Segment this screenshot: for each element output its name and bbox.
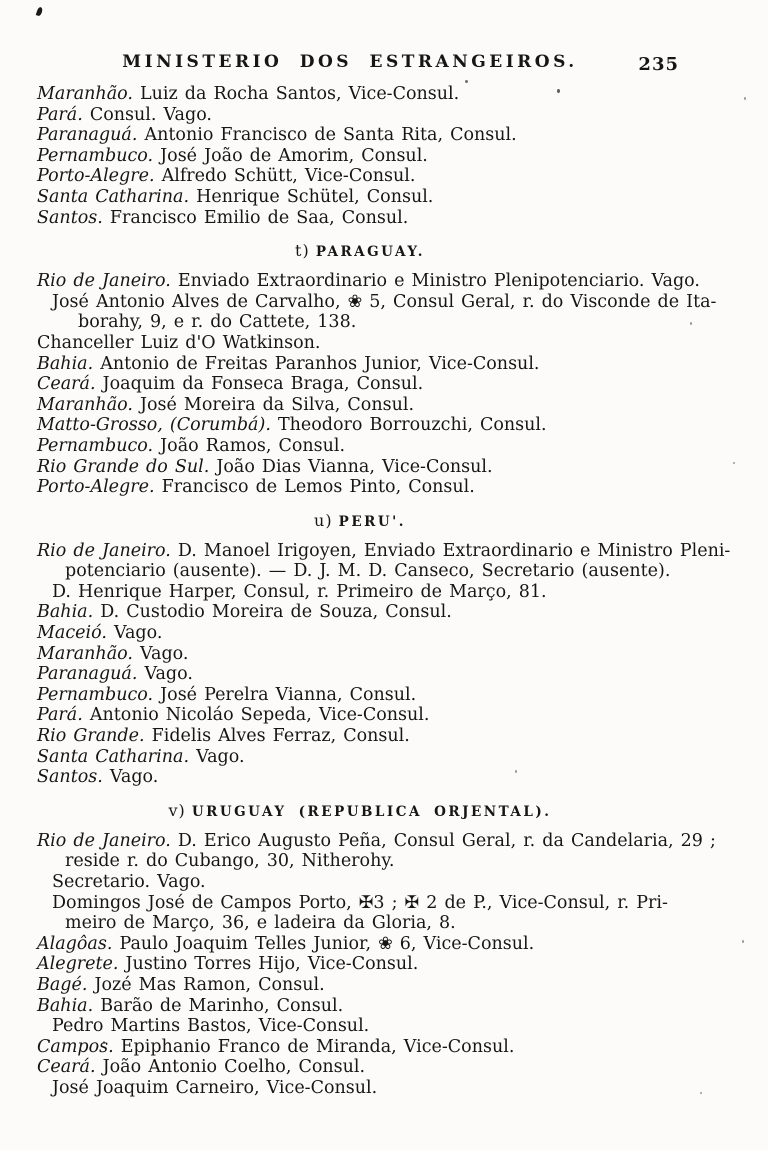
- entry-line: Pará. Antonio Nicoláo Sepeda, Vice-Consul.: [37, 705, 430, 726]
- entry-line: reside r. do Cubango, 30, Nitherohy.: [65, 851, 395, 872]
- place-name: Ceará.: [37, 374, 96, 395]
- entry-line: Santos. Vago.: [37, 767, 159, 788]
- page-content: [37, 50, 731, 1099]
- entry-line: meiro de Março, 36, e ladeira da Gloria, 8.: [65, 913, 456, 934]
- place-name: Bagé.: [37, 974, 88, 995]
- place-name: Santa Catharina.: [37, 186, 190, 207]
- entry-line: Rio Grande do Sul. João Dias Vianna, Vice-Consul.: [37, 456, 493, 477]
- place-name: Campos.: [37, 1036, 114, 1057]
- entry-line: D. Henrique Harper, Consul, r. Primeiro de Março, 81.: [52, 581, 547, 602]
- entry-line: Bahia. Antonio de Freitas Paranhos Junior, Vice-Consul.: [37, 353, 540, 374]
- entry-line: Bahia. D. Custodio Moreira de Souza, Consul.: [37, 602, 452, 623]
- section-country: PERU'.: [338, 513, 406, 530]
- section-country: PARAGUAY.: [315, 244, 425, 261]
- section-heading: [19, 801, 701, 820]
- entry-line: Porto-Alegre. Alfredo Schütt, Vice-Consul.: [37, 166, 416, 187]
- entry-line: Rio de Janeiro. Enviado Extraordinario e Ministro Plenipotenciario. Vago.: [37, 271, 700, 292]
- place-name: Bahia.: [37, 353, 94, 374]
- page-number: 235: [638, 54, 679, 75]
- entry-line: Ceará. João Antonio Coelho, Consul.: [37, 1057, 366, 1078]
- page-title: MINISTERIO DOS ESTRANGEIROS.: [122, 52, 578, 72]
- entry-line: Maranhão. Vago.: [37, 643, 189, 664]
- place-name: Rio de Janeiro.: [37, 271, 171, 292]
- section-heading: [19, 241, 701, 260]
- section-letter: v): [168, 800, 192, 820]
- entry-line: Pedro Martins Bastos, Vice-Consul.: [52, 1016, 370, 1037]
- entry-line: potenciario (ausente). — D. J. M. D. Canseco, Secretario (ausente).: [65, 561, 671, 582]
- entry-line: Santa Catharina. Vago.: [37, 746, 245, 767]
- section-heading: [19, 511, 701, 530]
- place-name: Maceió.: [37, 623, 107, 644]
- entry-line: Alegrete. Justino Torres Hijo, Vice-Consul.: [37, 954, 419, 975]
- entry-line: Alagôas. Paulo Joaquim Telles Junior, ❀ 6, Vice-Consul.: [37, 933, 535, 954]
- entry-line: Ceará. Joaquim da Fonseca Braga, Consul.: [37, 374, 424, 395]
- place-name: Rio de Janeiro.: [37, 540, 171, 561]
- place-name: Pará.: [37, 705, 83, 726]
- place-name: Pernambuco.: [37, 145, 154, 166]
- entry-line: Maranhão. José Moreira da Silva, Consul.: [37, 394, 415, 415]
- entry-line: Pará. Consul. Vago.: [37, 104, 212, 125]
- place-name: Porto-Alegre.: [37, 166, 155, 187]
- place-name: Alegrete.: [37, 954, 119, 975]
- place-name: Maranhão.: [37, 84, 133, 104]
- place-name: Ceará.: [37, 1057, 96, 1078]
- section-country: URUGUAY (REPUBLICA ORJENTAL).: [191, 803, 552, 820]
- scan-speck: [742, 940, 744, 943]
- section-letter: u): [314, 510, 339, 530]
- place-name: Pará.: [37, 104, 83, 125]
- place-name: Pernambuco.: [37, 435, 154, 456]
- entry-line: José Joaquim Carneiro, Vice-Consul.: [52, 1077, 378, 1098]
- place-name: Alagôas.: [37, 933, 113, 954]
- place-name: Santos.: [37, 767, 103, 788]
- scan-speck: [744, 97, 746, 100]
- running-header: [37, 50, 719, 76]
- entry-line: Maceió. Vago.: [37, 623, 163, 644]
- entry-line: Maranhão. Luiz da Rocha Santos, Vice-Consul.: [37, 84, 460, 104]
- place-name: Rio de Janeiro.: [37, 830, 171, 851]
- entry-line: Paranaguá. Antonio Francisco de Santa Rita, Consul.: [37, 125, 517, 146]
- entry-line: Santa Catharina. Henrique Schütel, Consul.: [37, 186, 434, 207]
- entry-line: Pernambuco. João Ramos, Consul.: [37, 435, 346, 456]
- place-name: Bahia.: [37, 995, 94, 1016]
- entry-line: José Antonio Alves de Carvalho, ❀ 5, Consul Geral, r. do Visconde de Ita-: [52, 291, 717, 312]
- place-name: Matto-Grosso, (Corumbá).: [37, 415, 271, 436]
- entry-line: Chanceller Luiz d'O Watkinson.: [37, 332, 321, 353]
- entry-line: Santos. Francisco Emilio de Saa, Consul.: [37, 207, 409, 228]
- place-name: Pernambuco.: [37, 684, 154, 705]
- place-name: Santa Catharina.: [37, 746, 190, 767]
- place-name: Porto-Alegre.: [37, 477, 155, 498]
- entry-line: Matto-Grosso, (Corumbá). Theodoro Borrouzchi, Consul.: [37, 415, 547, 436]
- ink-mark: [36, 6, 44, 16]
- entry-line: Bagé. Jozé Mas Ramon, Consul.: [37, 974, 325, 995]
- entry-line: Pernambuco. José Perelra Vianna, Consul.: [37, 684, 417, 705]
- scan-speck: [733, 462, 735, 464]
- place-name: Santos.: [37, 207, 103, 228]
- place-name: Paranaguá.: [37, 664, 138, 685]
- place-name: Rio Grande.: [37, 726, 145, 747]
- place-name: Maranhão.: [37, 643, 133, 664]
- page-body: [37, 84, 731, 1099]
- entry-line: Paranaguá. Vago.: [37, 664, 193, 685]
- place-name: Paranaguá.: [37, 125, 138, 146]
- entry-line: Campos. Epiphanio Franco de Miranda, Vice-Consul.: [37, 1036, 515, 1057]
- place-name: Rio Grande do Sul.: [37, 456, 210, 477]
- entry-line: Rio Grande. Fidelis Alves Ferraz, Consul.: [37, 726, 410, 747]
- place-name: Bahia.: [37, 602, 94, 623]
- entry-line: Porto-Alegre. Francisco de Lemos Pinto, Consul.: [37, 477, 475, 498]
- entry-line: Domingos José de Campos Porto, ✠3 ; ✠ 2 de P., Vice-Consul, r. Pri-: [52, 892, 668, 913]
- entry-line: Rio de Janeiro. D. Manoel Irigoyen, Enviado Extraordinario e Ministro Pleni-: [37, 540, 731, 561]
- entry-line: borahy, 9, e r. do Cattete, 138.: [78, 312, 357, 333]
- section-letter: t): [295, 241, 316, 261]
- entry-line: Bahia. Barão de Marinho, Consul.: [37, 995, 344, 1016]
- place-name: Maranhão.: [37, 394, 133, 415]
- entry-line: Rio de Janeiro. D. Erico Augusto Peña, Consul Geral, r. da Candelaria, 29 ;: [37, 830, 716, 851]
- entry-line: Secretario. Vago.: [52, 872, 206, 892]
- entry-line: Pernambuco. José João de Amorim, Consul.: [37, 145, 428, 166]
